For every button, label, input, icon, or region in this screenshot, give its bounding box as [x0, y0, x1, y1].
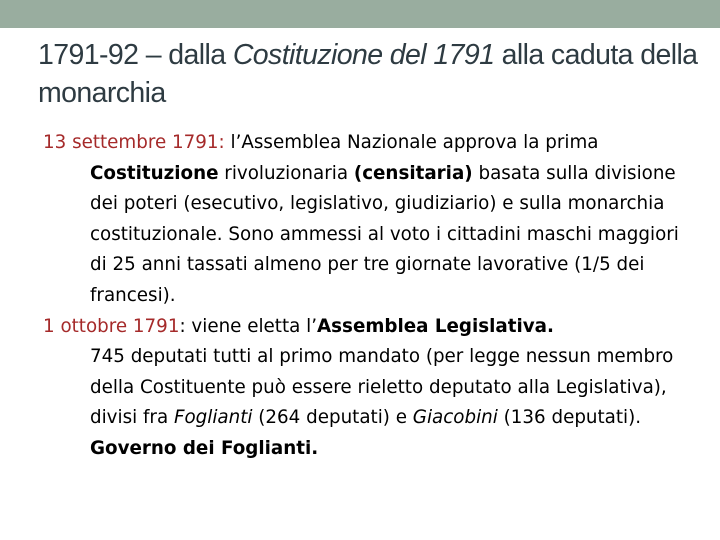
p3-text2: (264 deputati) e: [252, 407, 413, 429]
p3-text1: 745 deputati tutti al primo mandato (per legge nessun membro della Costituente può essere rieletto deputato alla Legislativa), divisi fra: [90, 346, 674, 429]
p3-bold-governo: Governo dei Foglianti.: [90, 437, 319, 459]
title-part3: alla caduta della monarchia: [38, 39, 698, 109]
p2-bold-assemblea: Assemblea Legislativa.: [317, 315, 554, 337]
p1-text3: basata sulla divisione dei poteri (esecutivo, legislativo, giudiziario) e sulla monarchia costituzionale. Sono ammessi al voto i cittadini maschi maggiori di 25 anni tassati almeno per tre giornate lavorative (1/5 dei francesi).: [90, 162, 679, 306]
date-1-ottobre: 1 ottobre 1791: [43, 315, 180, 337]
paragraph-constitution: [43, 128, 693, 312]
p1-bold-censitaria: (censitaria): [353, 162, 473, 184]
slide-title: [38, 36, 698, 112]
p3-italic-giacobini: Giacobini: [412, 407, 498, 429]
title-part1: 1791-92 – dalla: [38, 39, 233, 71]
p1-text1: l’Assemblea Nazionale approva la prima: [224, 132, 599, 153]
p1-text2: rivoluzionaria: [218, 162, 354, 184]
date-13-settembre: 13 settembre 1791:: [43, 132, 225, 153]
title-italic: Costituzione del 1791: [232, 39, 495, 71]
paragraph-legislative: [43, 312, 693, 343]
p3-italic-foglianti: Foglianti: [173, 407, 253, 429]
paragraph-deputies: [43, 342, 693, 464]
top-accent-bar: [0, 0, 720, 28]
p3-text3: (136 deputati).: [497, 407, 642, 429]
p2-text1: : viene eletta l’: [179, 315, 318, 337]
p1-bold-costituzione: Costituzione: [90, 162, 219, 184]
slide-body: [43, 128, 693, 465]
